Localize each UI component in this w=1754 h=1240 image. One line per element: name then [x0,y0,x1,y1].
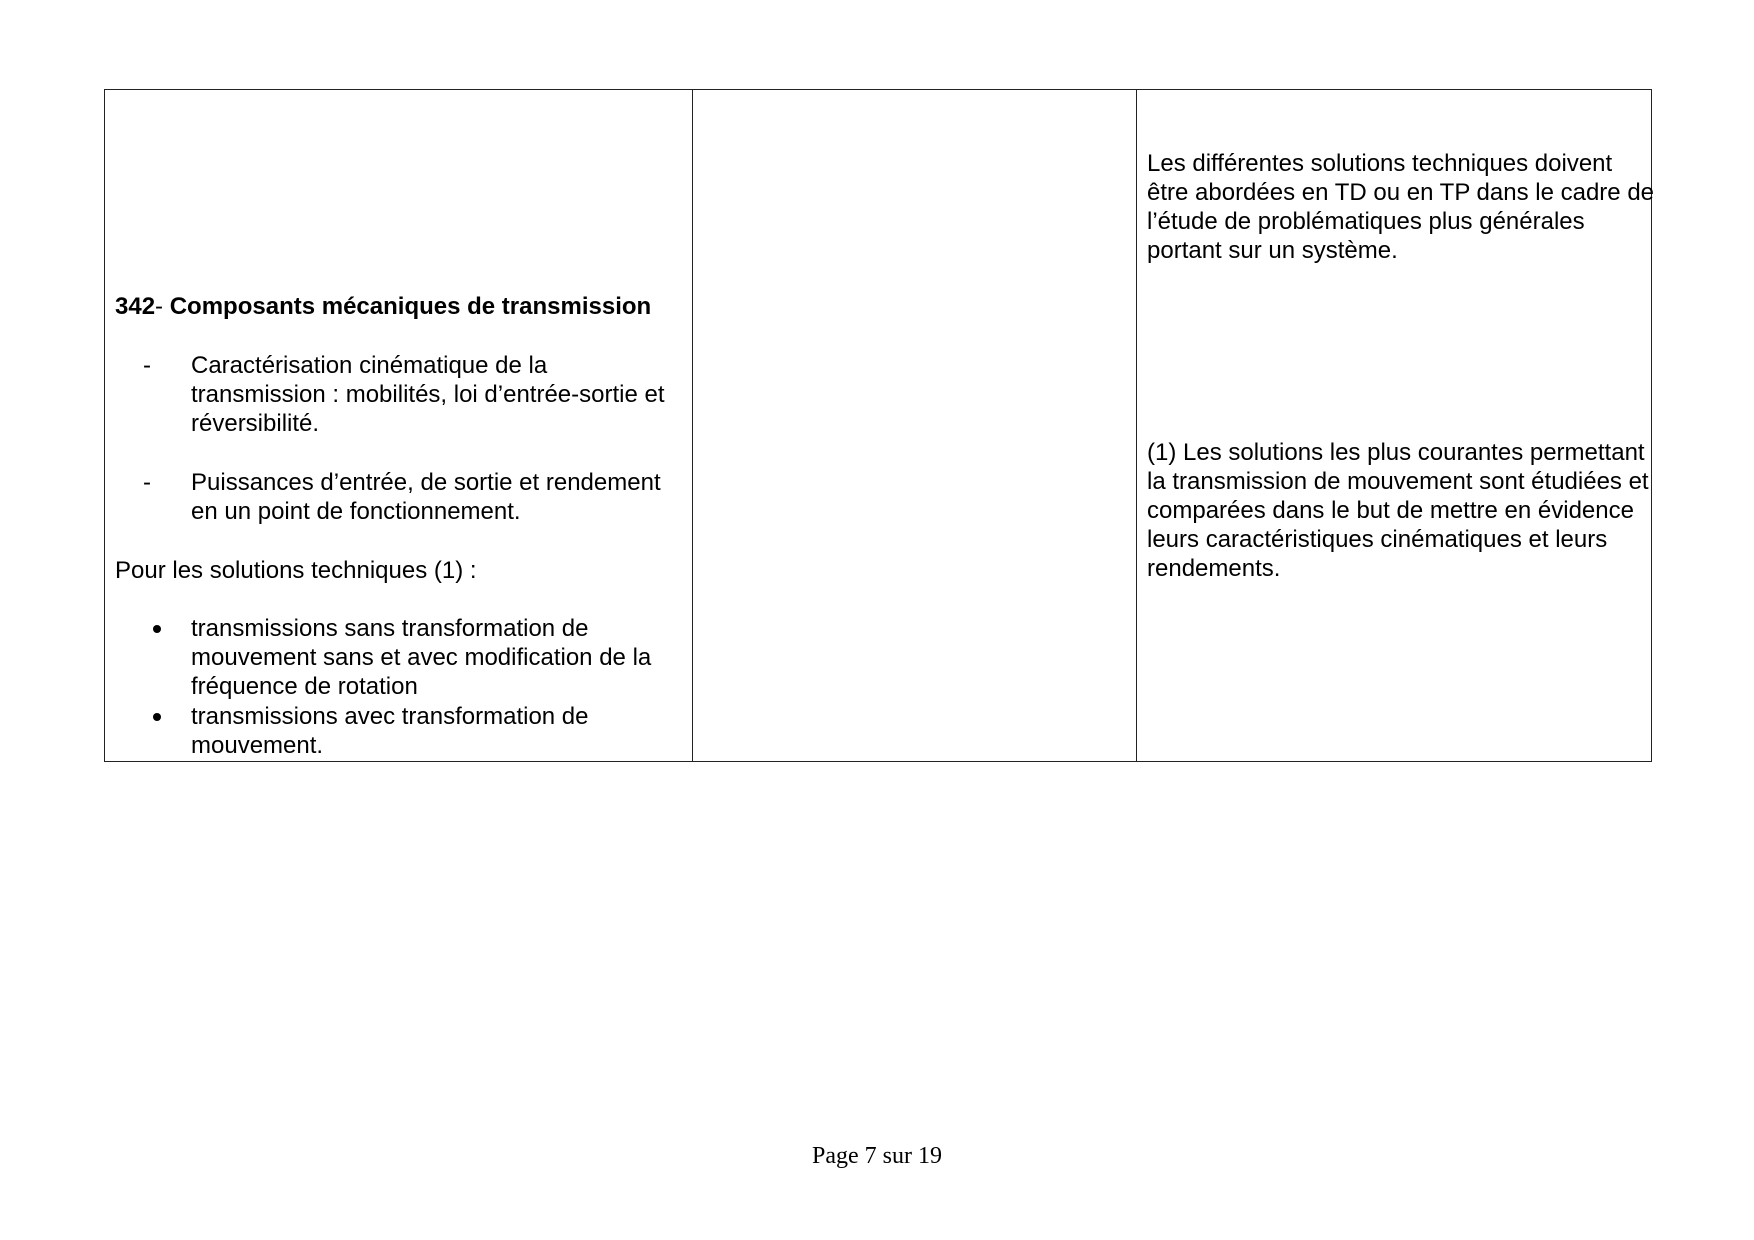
section-heading [115,292,651,321]
comment-paragraph: (1) Les solutions les plus courantes permettant la transmission de mouvement sont étudiées et comparées dans le but de mettre en évidence leurs caractéristiques cinématiques et leurs rendements. [1147,439,1649,582]
bullet-icon [153,625,161,633]
list-item-text: transmissions avec transformation de mouvement. [191,703,589,759]
table-cell-contents [105,90,693,761]
list-item-text: Puissances d’entrée, de sortie et rendement en un point de fonctionnement. [191,469,661,525]
section-title: Composants mécaniques de transmission [169,293,652,320]
list-item-text: transmissions sans transformation de mouvement sans et avec modification de la fréquence de rotation [191,615,652,700]
comment-paragraph: Les différentes solutions techniques doivent être abordées en TD ou en TP dans le cadre de l’étude de problématiques plus générales portant sur un système. [1147,150,1655,264]
curriculum-table [104,89,1655,762]
table-cell-comments [1137,90,1655,761]
list-item-text: Caractérisation cinématique de la transmission : mobilités, loi d’entrée-sortie et réversibilité. [191,352,665,437]
section-separator: - [155,293,170,320]
solutions-intro: Pour les solutions techniques (1) : [115,557,477,584]
table-cell-empty [693,90,1137,761]
dash-marker: - [143,352,151,379]
section-number: 342 [115,293,156,320]
dash-marker: - [143,469,151,496]
bullet-icon [153,713,161,721]
page-number: Page 7 sur 19 [812,1143,942,1169]
